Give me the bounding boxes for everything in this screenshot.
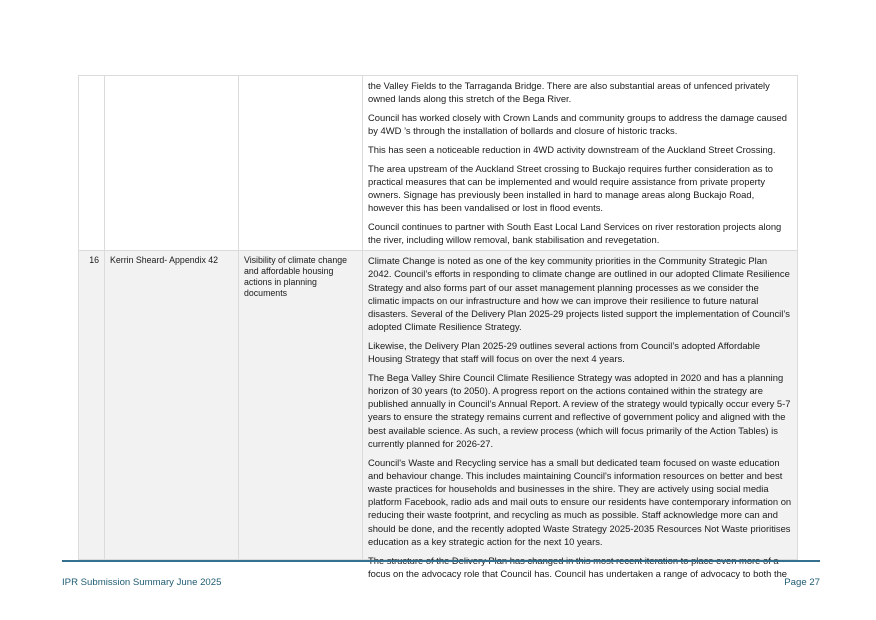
response-paragraph: This has seen a noticeable reduction in 4WD activity downstream of the Auckland Street Crossing. (368, 143, 776, 155)
response-cell (363, 76, 798, 251)
table-row-16 (79, 251, 798, 560)
submission-topic (239, 76, 363, 251)
footer-rule (62, 560, 820, 562)
row-number: 16 (79, 251, 105, 560)
submissions-table (78, 75, 798, 579)
response-paragraph: the Valley Fields to the Tarraganda Bridge. There are also substantial areas of unfenced privately owned lands along this stretch of the Bega River. (368, 80, 770, 105)
submitter-name (105, 76, 239, 251)
response-cell (363, 251, 798, 579)
submitter-name: Kerrin Sheard- Appendix 42 (105, 251, 239, 560)
table-row-continuation (79, 76, 798, 251)
response-paragraph: Council continues to partner with South East Local Land Services on river restoration projects along the river, including willow removal, bank stabilisation and revegetation. (368, 220, 782, 246)
response-paragraph: The Bega Valley Shire Council Climate Resilience Strategy was adopted in 2020 and has a planning horizon of 30 years (to 2050). A progress report on the actions contained within the strategy are published annually in Council’s Annual Report. A review of the strategy would typically occur every 5-7 years to ensure the strategy remains current and reflective of government policy and aligned with the best available science. As such, a review process (which will focus primarily of the Action Tables) is currently planned for 2026-27. (368, 371, 791, 449)
response-paragraph: focus on the advocacy role that Council has. Council has undertaken a range of advocacy to both the (368, 567, 788, 579)
response-paragraph: Likewise, the Delivery Plan 2025-29 outlines several actions from Council’s adopted Affordable Housing Strategy that staff will focus on over the next 4 years. (368, 339, 761, 365)
response-paragraph: Council's Waste and Recycling service has a small but dedicated team focused on waste education and behaviour change. This includes maintaining Council's information resources on better and best waste practices for households and businesses in the shire. They are actively using social media platform Facebook, radio ads and mail outs to ensure our residents have contemporary information on reducing their waste footprint, and recycling as much as possible. Staff acknowledge more can and should be done, and the recently adopted Waste Strategy 2025-2035 Resources Not Waste prioritises education as a key strategic action for the next 10 years. (368, 456, 792, 547)
response-paragraph: The area upstream of the Auckland Street crossing to Buckajo requires further consideration as to practical measures that can be implemented and would require assistance from private property owners. Signage has previously been installed in hard to manage areas along Buckajo Road, however this has been vandalised or lost in flood events. (368, 162, 773, 214)
footer-page-number: Page 27 (784, 577, 820, 588)
response-paragraph: Council has worked closely with Crown Lands and community groups to address the damage caused by 4WD ’s through the installation of bollards and closure of historic tracks. (368, 111, 787, 137)
response-paragraph: Climate Change is noted as one of the key community priorities in the Community Strategic Plan 2042. Council’s efforts in responding to climate change are outlined in our adopted Climate Resilience Strategy and also forms part of our asset management planning processes as we consider the climatic impacts on our infrastructure and how we can improve their resilience to future natural disasters. Several of the Delivery Plan 2025-29 projects listed support the implementation of Council’s adopted Climate Resilience Strategy. (368, 255, 790, 333)
footer-title: IPR Submission Summary June 2025 (62, 577, 222, 588)
row-number (79, 76, 105, 251)
submission-topic: Visibility of climate change and affordable housing actions in planning documents (239, 251, 363, 560)
